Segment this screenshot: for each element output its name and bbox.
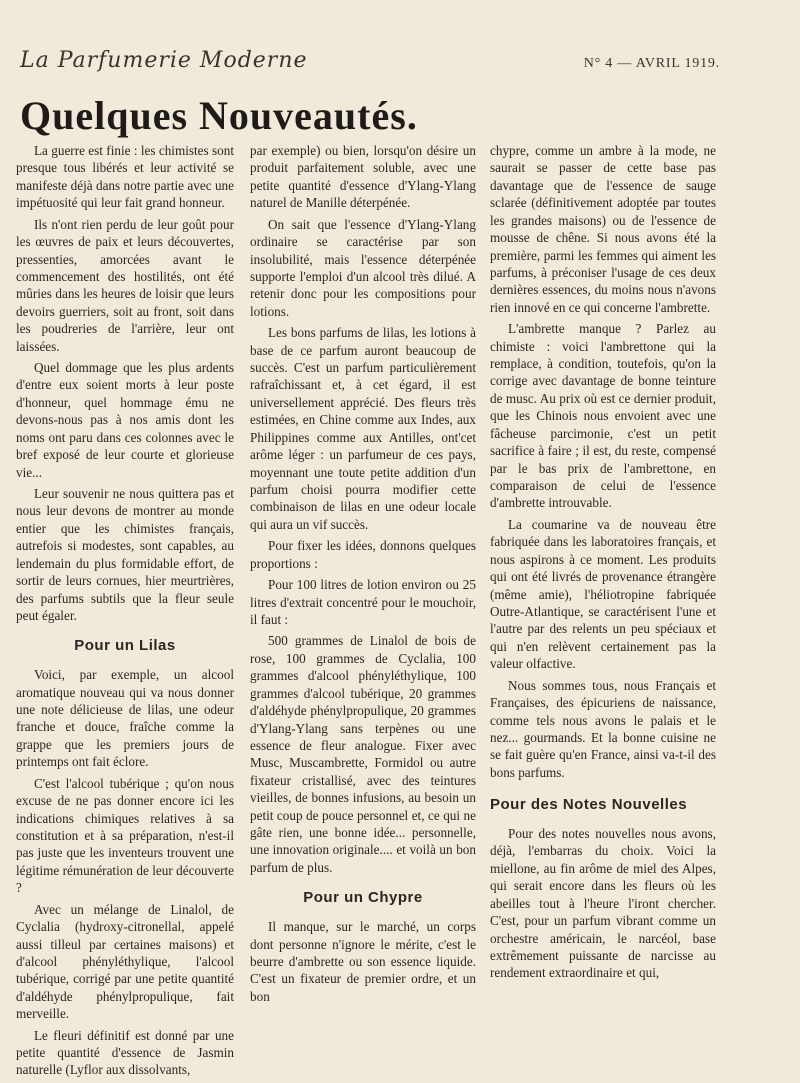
paragraph: L'ambrette manque ? Parlez au chimiste : voici l'ambrettone qui la remplace, à condition, toutefois, qu'on la corrige avec davantage de bonne teinture de musc. Au prix où est ce dernier produit, que les Chinois nous envoient avec une fâcheuse parcimonie, c'est un petit sacrifice à faire ; il est, du reste, compensé par le bas prix de l'ambrettone, en comparaison de celui de l'essence d'ambrette introuvable.	[490, 321, 716, 511]
paragraph: chypre, comme un ambre à la mode, ne saurait se passer de cette base pas davantage que de l'essence de sauge sclarée (définitivement adoptée par toutes les grandes maisons) ou de l'essence de mousse de chêne. Si nous avons été la première, parmi les femmes qui aiment les parfums, à préconiser l'usage de ces deux dernières essences, du moins nous n'avons rien innové en ce qui concerne l'ambrette.	[490, 143, 716, 315]
paragraph: On sait que l'essence d'Ylang-Ylang ordinaire se caractérise par son insolubilité, mais l'essence déterpénée supporte l'emploi d'un alcool très dilué. A retenir donc pour les compositions pour lotions.	[250, 216, 476, 319]
column-1	[16, 142, 234, 1083]
paragraph: Pour 100 litres de lotion environ ou 25 litres d'extrait concentré pour le mouchoir, il faut :	[250, 577, 476, 627]
page-header	[20, 48, 780, 82]
paragraph: Il manque, sur le marché, un corps dont personne n'ignore le mérite, c'est le beurre d'ambrette ou son essence liquide. C'est un fixateur de premier ordre, et un bon	[250, 919, 476, 1004]
paragraph: Les bons parfums de lilas, les lotions à base de ce parfum auront beaucoup de succès. C'est un parfum particulièrement rafraîchissant et, à cet égard, il est universellement apprécié. Des fleurs très estimées, en Chine comme aux Indes, aux Philippines comme aux Antilles, ont'cet arôme léger : un parfumeur de ces pays, moyennant une toute petite addition d'un parfum choisi pourra modifier cette combinaison de lilas en une odeur locale qui aura un vif succès.	[250, 325, 476, 532]
paragraph: Ils n'ont rien perdu de leur goût pour les œuvres de paix et leurs découvertes, pressenties, amorcées avant le commencement des hostilités, ont été mûries dans les heures de loisir que leurs devoirs guerriers, soit au front, soit dans les poudreries de l'arrière, leur ont laissées.	[16, 216, 234, 354]
issue-number: N° 4 — AVRIL 1919.	[583, 56, 720, 71]
paragraph: par exemple) ou bien, lorsqu'on désire un produit parfaitement soluble, avec une petite quantité d'essence d'Ylang-Ylang naturel de Manille déterpénée.	[250, 143, 476, 211]
paragraph: Pour des notes nouvelles nous avons, déjà, l'embarras du choix. Voici la miellone, au fin arôme de miel des Alpes, qui serait encore dans les fleurs où les abeilles tout à l'heure l'iront chercher. C'est, pour un parfum vibrant comme un orchestre américain, le narcéol, base extrêmement puissante de narcisse au rendement extraordinaire et qui,	[490, 825, 716, 981]
section-heading-lilas: Pour un Lilas	[74, 637, 176, 655]
paragraph: Pour fixer les idées, donnons quelques proportions :	[250, 538, 476, 571]
paragraph: La coumarine va de nouveau être fabriquée dans les laboratoires français, et nous aspirons à ce moment. Les produits qui ont été livrés de provenance étrangère (même amie), l'héliotropine fabriquée Outre-Atlantique, se caractérisent l'une et l'autre par des relents un peu spéciaux et qui n'en relèvent certainement pas la valeur olfactive.	[490, 516, 716, 672]
paragraph: La guerre est finie : les chimistes sont presque tous libérés et leur activité se manifeste déjà dans notre partie avec une impétuosité qui leur fait grand honneur.	[16, 143, 234, 211]
paragraph: Avec un mélange de Linalol, de Cyclalia (hydroxy-citronellal, appelé aussi tilleul par certaines maisons) et d'alcool phényléthylique, l'alcool tubérique, corrigé par une petite quantité d'aldéhyde phénylpropulique, fait merveille.	[16, 901, 234, 1022]
section-heading-notes: Pour des Notes Nouvelles	[490, 796, 688, 814]
paragraph: 500 grammes de Linalol de bois de rose, 100 grammes de Cyclalia, 100 grammes d'alcool phényléthylique, 100 grammes d'alcool tubérique, 20 grammes d'aldéhyde phénylpropulique, 20 grammes d'Ylang-Ylang sans terpènes ou une essence de fleur analogue. Fixer avec Musc, Muscambrette, Formidol ou autre fixateur cristallisé, avec des teintures vieilles, de bonnes infusions, au besoin un petit coup de pouce personnel et, ce qui ne gâte rien, une bonne idée... personnelle, une innovation originale.... et voilà un bon parfum de plus.	[250, 633, 476, 875]
paragraph: C'est l'alcool tubérique ; qu'on nous excuse de ne pas donner encore ici les indications chimiques relatives à sa constitution et à sa préparation, n'est-il pas juste que les inventeurs trouvent une légitime rémunération de leur découverte ?	[16, 775, 234, 896]
paragraph: Nous sommes tous, nous Français et Françaises, des épicuriens de naissance, comme tels nous avons le palais et le nez... gourmands. Et la bonne cuisine ne se fait guère qu'en France, ainsi va-t-il des bons parfums.	[490, 677, 716, 780]
column-3	[490, 142, 716, 986]
article-title: Quelques Nouveautés.	[20, 93, 418, 138]
paragraph: Voici, par exemple, un alcool aromatique nouveau qui va nous donner une note délicieuse de lilas, une odeur franche et douce, fraîche comme la grappe que les premiers jours de printemps ont fait éclore.	[16, 667, 234, 770]
column-2	[250, 142, 476, 1009]
paragraph: Quel dommage que les plus ardents d'entre eux soient morts à leur poste d'honneur, quel hommage ému ne devons-nous pas à nos amis dont les noms ont paru dans ces colonnes avec le bref exposé de leur courte et glorieuse vie...	[16, 360, 234, 480]
paragraph: Leur souvenir ne nous quittera pas et nous leur devons de montrer au monde entier que les chimistes français, autrefois si modestes, sont capables, au lendemain du plus formidable effort, de sortir de leurs cornues, hier meurtrières, des parfums subtils que la fleur seule peut égaler.	[16, 486, 234, 623]
masthead: La Parfumerie Moderne	[20, 48, 308, 73]
section-heading-chypre: Pour un Chypre	[303, 889, 423, 907]
paragraph: Le fleuri définitif est donné par une petite quantité d'essence de Jasmin naturelle (Lyflor aux dissolvants,	[16, 1027, 234, 1078]
